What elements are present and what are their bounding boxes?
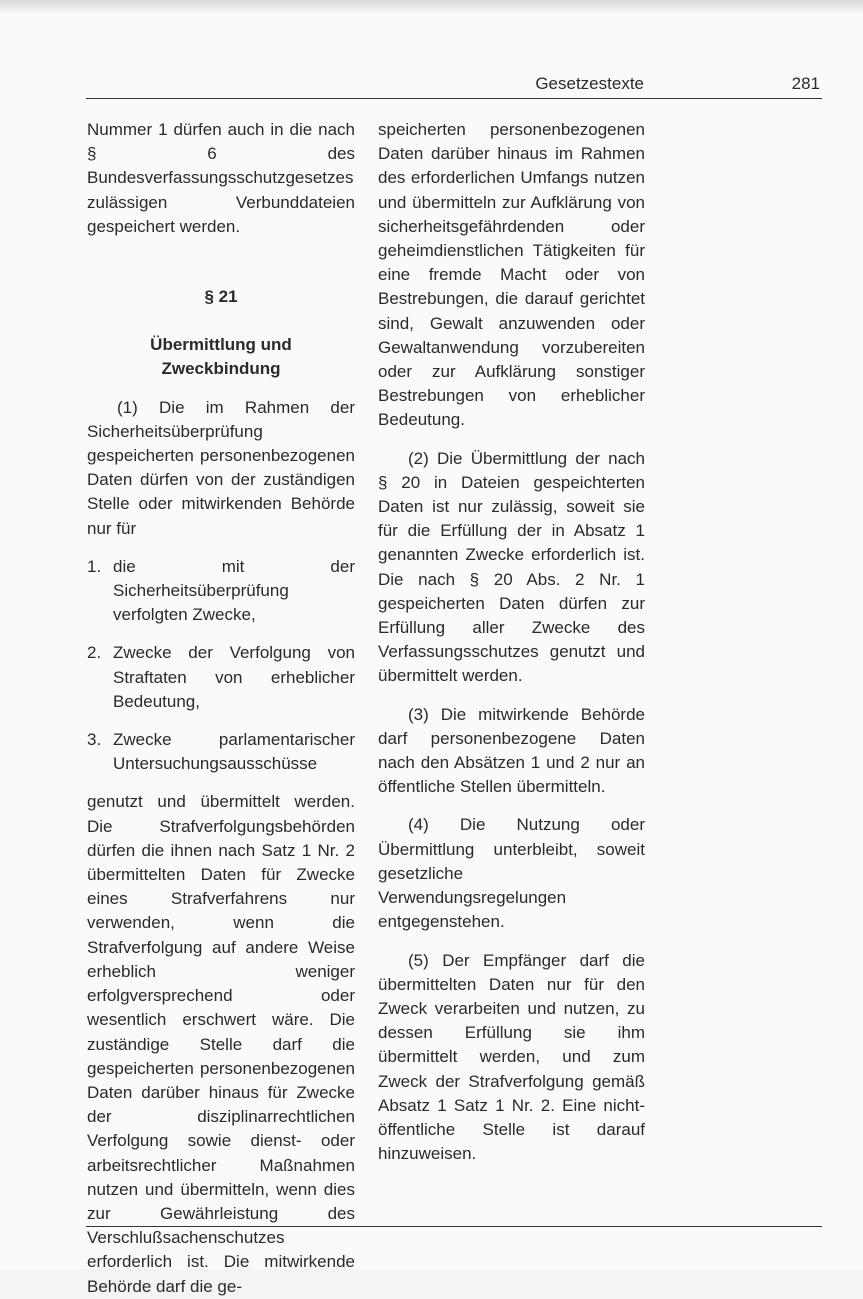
paragraph-number: § 21: [204, 287, 238, 307]
list-item-number: 3.: [87, 730, 102, 750]
absatz-5: (5) Der Empfänger darf die übermittelten Daten nur für den Zweck verarbeiten und nutzen, zu dessen Erfüllung sie ihm übermittelt werden, und zum Zweck der Strafverfolgung gemäß Absatz 1 Satz 1 Nr. 2. Eine nicht-öffentliche Stelle ist darauf hinzuweisen.: [378, 950, 645, 1164]
list-item-text: Zwecke parlamentarischer Untersuchungsausschüsse: [113, 730, 355, 774]
intro-paragraph: Nummer 1 dürfen auch in die nach § 6 des Bundesverfassungsschutzgesetzes zulässigen Verbunddateien gespeichert werden.: [87, 120, 355, 236]
absatz-2: (2) Die Übermittlung der nach § 20 in Dateien gespeichterten Daten ist nur zulässig, soweit sie für die Erfüllung der in Absatz 1 genannten Zwecke erforderlich ist. Die nach § 20 Abs. 2 Nr. 1 gespeicherten Daten dürfen zur Erfüllung aller Zwecke des Verfassungsschutzes genutzt und übermittelt werden.: [378, 448, 645, 686]
list-item-number: 1.: [87, 556, 102, 576]
right-column: [378, 118, 645, 1166]
list-item: [87, 728, 355, 776]
list-item: [87, 641, 355, 714]
absatz-1-continuation: genutzt und übermittelt werden. Die Strafverfolgungsbehörden dürfen die ihnen nach Satz 1 Nr. 2 übermittelten Daten für Zwecke eines Strafverfahrens nur verwenden, wenn die Strafverfolgung auf andere Weise erheblich weniger erfolgversprechend oder wesentlich erschwert wäre. Die zuständige Stelle darf die gespeicherten personenbezogenen Daten darüber hinaus für Zwecke der disziplinarrechtlichen Verfolgung sowie dienst- oder arbeitsrechtlicher Maßnahmen nutzen und übermitteln, wenn dies zur Gewährleistung des Verschlußsachenschutzes erforderlich ist. Die mitwirkende Behörde darf die ge-: [87, 792, 355, 1296]
footer-rule: [86, 1226, 822, 1227]
heading-line-1: Übermittlung und: [150, 335, 292, 355]
continued-paragraph: speicherten personenbezogenen Daten darüber hinaus im Rahmen des erforderlichen Umfangs nutzen und übermitteln zur Aufklärung von sicherheitsgefährdenden oder geheimdienstlichen Tätigkeiten für eine fremde Macht oder von Bestrebungen, die darauf gerichtet sind, Gewalt anzuwenden oder Gewaltanwendung vorzubereiten oder zur Aufklärung sonstiger Bestrebungen von erheblicher Bedeutung.: [378, 120, 645, 430]
heading-line-2: Zweckbindung: [161, 359, 281, 379]
absatz-1-intro: (1) Die im Rahmen der Sicherheitsüberprüfung gespeicherten personenbezogenen Daten dürfen von der zuständigen Stelle oder mitwirkenden Behörde nur für: [87, 397, 355, 538]
list-item-text: die mit der Sicherheitsüberprüfung verfolgten Zwecke,: [113, 556, 355, 625]
list-item: [87, 555, 355, 628]
section-title: Gesetzestexte: [535, 74, 644, 93]
purpose-list: [87, 555, 355, 777]
paragraph-heading: [87, 333, 355, 381]
running-header: [86, 74, 822, 99]
list-item-text: Zwecke der Verfolgung von Straftaten von erheblicher Bedeutung,: [113, 643, 355, 711]
left-column: [87, 118, 355, 1299]
absatz-3: (3) Die mitwirkende Behörde darf personenbezogene Daten nach den Absätzen 1 und 2 nur an öffentliche Stellen übermitteln.: [378, 704, 645, 797]
absatz-4: (4) Die Nutzung oder Übermittlung unterbleibt, soweit gesetzliche Verwendungsregelungen entgegenstehen.: [378, 815, 645, 932]
page-number: 281: [791, 74, 820, 93]
list-item-number: 2.: [87, 643, 102, 663]
scan-shadow: [0, 0, 863, 14]
